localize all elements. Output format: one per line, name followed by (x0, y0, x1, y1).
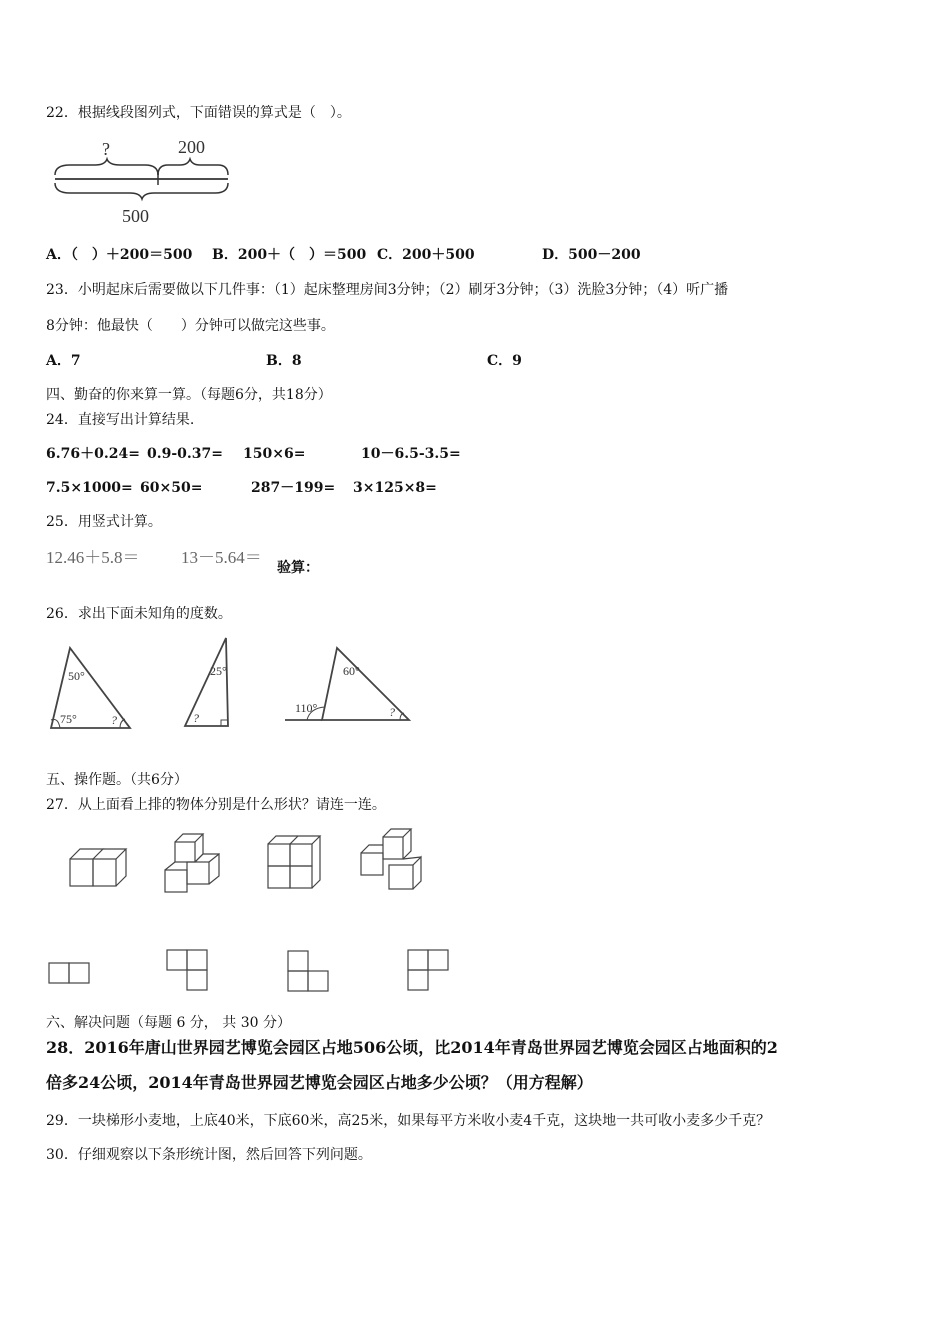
q25-expr2: 13－5.64＝ (181, 548, 262, 567)
q28-line2: 倍多24公顷，2014年青岛世界园艺博览会园区占地多少公顷？（用方程解） (46, 1073, 593, 1092)
q24-r1-c3: 150×6= (243, 446, 306, 462)
q26-title: 26．求出下面未知角的度数。 (46, 606, 232, 622)
q27-object-3 (266, 834, 322, 890)
q26-triangle-2 (180, 635, 240, 725)
q24-r2-c4: 3×125×8= (353, 480, 437, 496)
q27-view-2 (165, 948, 210, 993)
q24-r1-c1: 6.76＋0.24= (46, 446, 140, 462)
q26-tri3-unknown: ? (389, 705, 395, 719)
q22-line-diagram (50, 135, 240, 225)
q24-r2-c1: 7.5×1000= (46, 480, 133, 496)
q22-total-label: 500 (122, 206, 149, 226)
q22-option-b: B．200＋（ ）＝500 (212, 247, 367, 263)
q24-title: 24．直接写出计算结果. (46, 412, 195, 428)
q22-option-c: C．200＋500 (377, 247, 475, 263)
q24-r2-c3: 287－199= (251, 480, 336, 496)
q22-option-d: D．500－200 (542, 247, 641, 263)
q22-part-label: 200 (178, 137, 205, 157)
q26-tri1-unknown: ? (111, 713, 117, 727)
q24-r2-c2: 60×50= (140, 480, 203, 496)
q25-title: 25．用竖式计算。 (46, 514, 162, 530)
q23-option-c: C．9 (487, 353, 522, 369)
q24-r1-c4: 10－6.5-3.5= (361, 446, 461, 462)
q23-option-b: B．8 (266, 353, 302, 369)
q27-view-1 (47, 961, 92, 985)
q27-object-1 (68, 845, 128, 890)
q27-object-4 (359, 827, 425, 893)
q24-r1-c2: 0.9-0.37= (147, 446, 223, 462)
q27-view-3 (286, 949, 331, 994)
q26-triangle-3 (285, 645, 415, 725)
q26-tri2-unknown: ? (193, 711, 199, 725)
q25-expr1: 12.46＋5.8＝ (46, 548, 140, 567)
q23-line1: 23．小明起床后需要做以下几件事：（1）起床整理房间3分钟；（2）刷牙3分钟；（3）洗脸3分钟；（4）听广播 (46, 282, 729, 298)
q26-tri2-top-angle: 25° (210, 664, 227, 678)
q22-top-brace-left (55, 159, 158, 175)
q29-text: 29．一块梯形小麦地，上底40米，下底60米，高25米，如果每平方米收小麦4千克，这块地一共可收小麦多少千克？ (46, 1113, 771, 1129)
q26-tri3-exterior-angle: 110° (295, 701, 318, 715)
section4-title: 四、勤奋的你来算一算。（每题6分，共18分） (46, 387, 332, 403)
q22-top-brace-right (158, 159, 228, 175)
q26-tri3-top-angle: 60° (343, 664, 360, 678)
q22-option-a: A．（ ）＋200＝500 (46, 247, 193, 263)
q27-title: 27．从上面看上排的物体分别是什么形状？请连一连。 (46, 797, 386, 813)
q22-unknown-label: ? (102, 139, 110, 159)
q28-line1: 28．2016年唐山世界园艺博览会园区占地506公顷，比2014年青岛世界园艺博览会园区占地面积的2 (46, 1038, 778, 1057)
q27-view-4 (406, 948, 451, 993)
section5-title: 五、操作题。（共6分） (46, 772, 188, 788)
q26-tri1-left-angle: 75° (60, 712, 77, 726)
q27-object-2 (163, 832, 225, 894)
section6-title: 六、解决问题（每题 6 分， 共 30 分） (46, 1015, 291, 1031)
q30-text: 30．仔细观察以下条形统计图，然后回答下列问题。 (46, 1147, 372, 1163)
q26-tri1-top-angle: 50° (68, 669, 85, 683)
q23-option-a: A．7 (46, 353, 81, 369)
q25-check-label: 验算： (277, 560, 319, 576)
q22-text: 22．根据线段图列式，下面错误的算式是（ ）。 (46, 105, 351, 121)
q23-line2: 8分钟：他最快（ ）分钟可以做完这些事。 (46, 318, 335, 334)
q22-bottom-brace (55, 183, 228, 199)
q26-triangle-1 (48, 645, 138, 735)
